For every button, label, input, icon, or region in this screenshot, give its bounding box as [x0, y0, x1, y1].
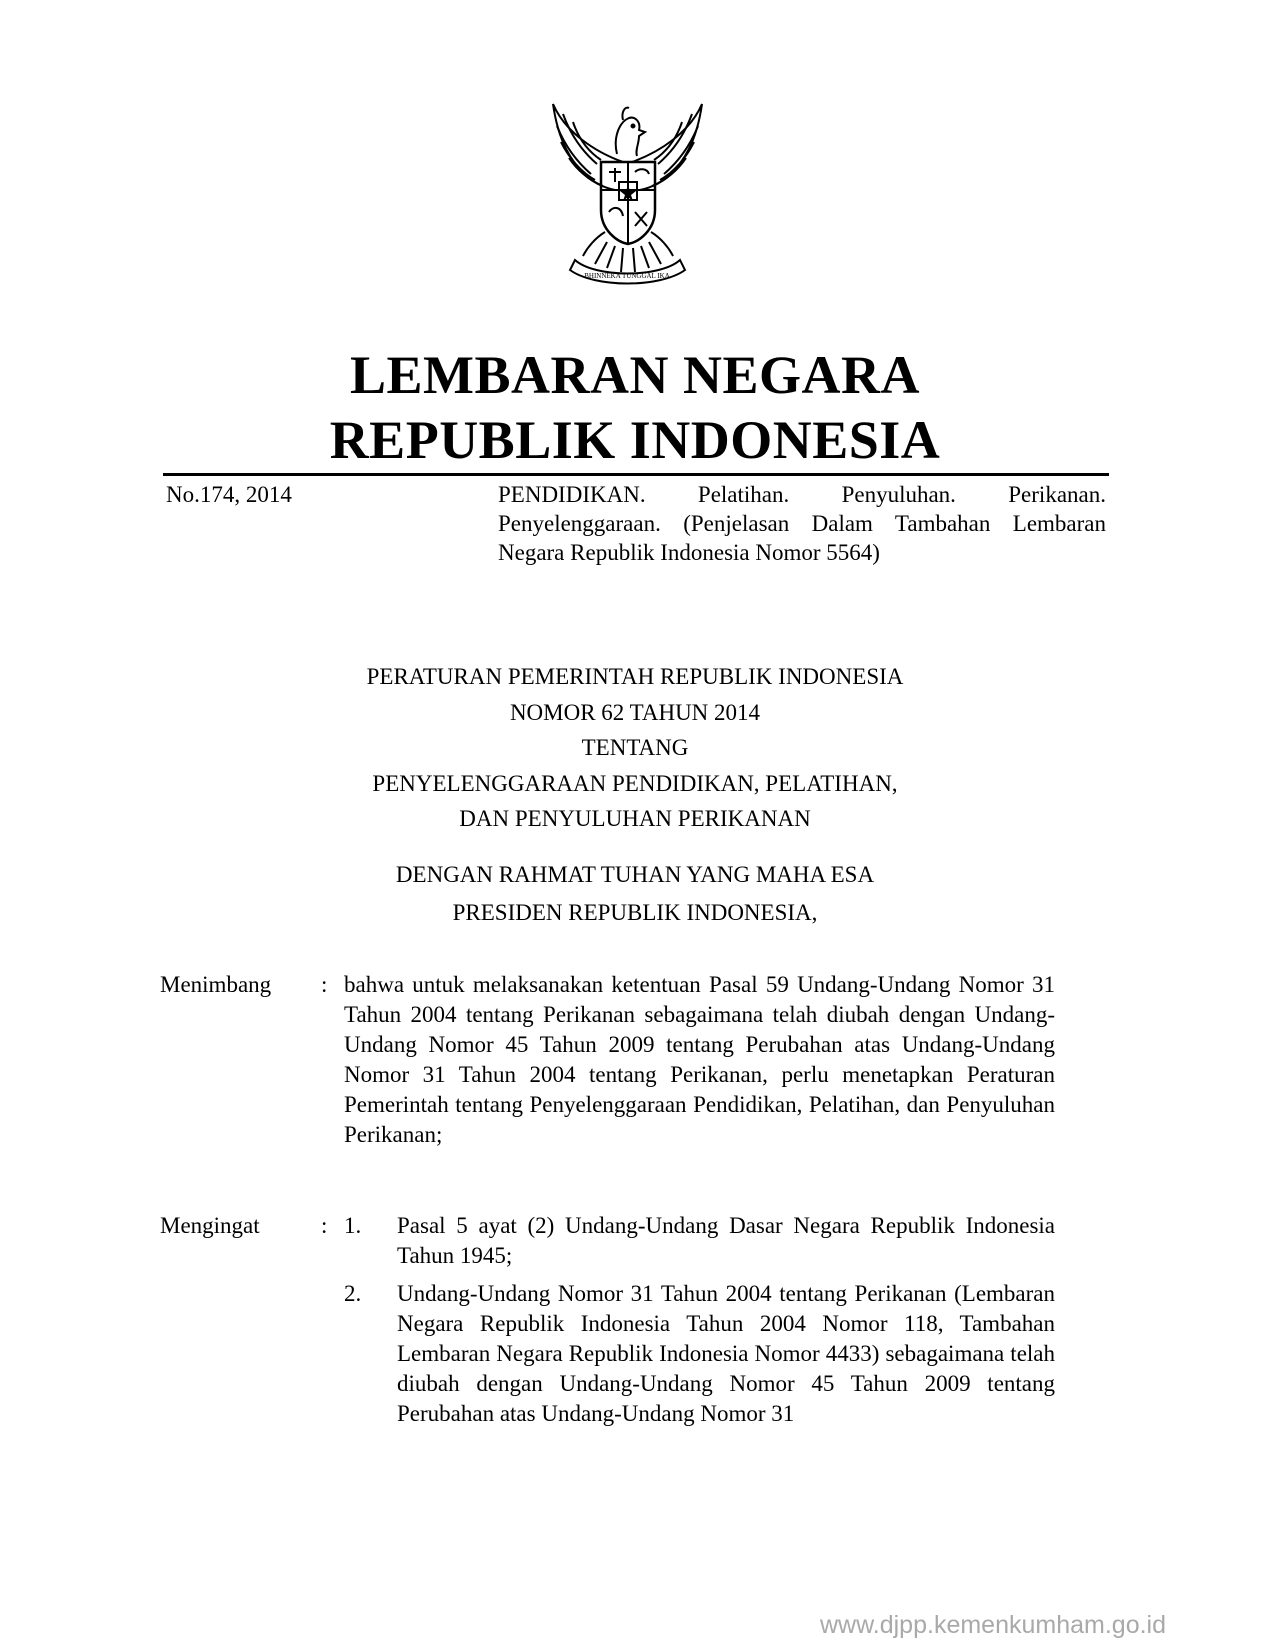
masthead-line-1: LEMBARAN NEGARA	[349, 345, 921, 405]
issue-number: No.174, 2014	[166, 482, 292, 507]
mengingat-item-1-number: 1.	[344, 1213, 362, 1238]
menimbang-text: bahwa untuk melaksanakan ketentuan Pasal 59 Undang-Undang Nomor 31 Tahun 2004 tentang Perikanan sebagaimana telah diubah dengan Undang-Undang Nomor 45 Tahun 2009 tentang Perubahan atas Undang-Undang Nomor 31 Tahun 2004 tentang Perikanan, perlu menetapkan Peraturan Pemerintah tentang Penyelenggaraan Pendidikan, Pelatihan, dan Penyuluhan Perikanan;	[344, 972, 1055, 1147]
menimbang-label: Menimbang	[160, 972, 272, 997]
regulation-line-1: PERATURAN PEMERINTAH REPUBLIK INDONESIA	[366, 664, 904, 689]
issue-subject: PENDIDIKAN. Pelatihan. Penyuluhan. Perikanan. Penyelenggaraan. (Penjelasan Dalam Tambahan Lembaran Negara Republik Indonesia Nomor 5564)	[498, 482, 1106, 565]
emblem-motto: BHINNEKA TUNGGAL IKA	[584, 272, 670, 280]
regulation-line-3: TENTANG	[581, 735, 689, 760]
mengingat-item-1-text: Pasal 5 ayat (2) Undang-Undang Dasar Negara Republik Indonesia Tahun 1945;	[397, 1213, 1055, 1268]
invocation: DENGAN RAHMAT TUHAN YANG MAHA ESA	[395, 862, 875, 887]
menimbang-colon: :	[321, 972, 328, 997]
mengingat-item-2-number: 2.	[344, 1281, 362, 1306]
mengingat-colon: :	[321, 1213, 328, 1238]
regulation-title	[160, 659, 1110, 837]
regulation-line-2: NOMOR 62 TAHUN 2014	[509, 699, 761, 725]
regulation-line-5: DAN PENYULUHAN PERIKANAN	[459, 806, 811, 831]
footer-url: www.djpp.kemenkumham.go.id	[820, 1611, 1166, 1639]
mengingat-label: Mengingat	[160, 1213, 260, 1238]
mengingat-item-2-text: Undang-Undang Nomor 31 Tahun 2004 tentang Perikanan (Lembaran Negara Republik Indonesia Tahun 2004 Nomor 118, Tambahan Lembaran Negara Republik Indonesia Nomor 4433) sebagaimana telah diubah dengan Undang-Undang Nomor 45 Tahun 2009 tentang Perubahan atas Undang-Undang Nomor 31	[397, 1281, 1055, 1426]
masthead-divider	[163, 473, 1109, 476]
regulation-line-4: PENYELENGGARAAN PENDIDIKAN, PELATIHAN,	[372, 770, 898, 796]
masthead-line-2: REPUBLIK INDONESIA	[329, 410, 941, 470]
president-heading: PRESIDEN REPUBLIK INDONESIA,	[452, 900, 818, 925]
garuda-emblem-icon	[535, 92, 720, 292]
